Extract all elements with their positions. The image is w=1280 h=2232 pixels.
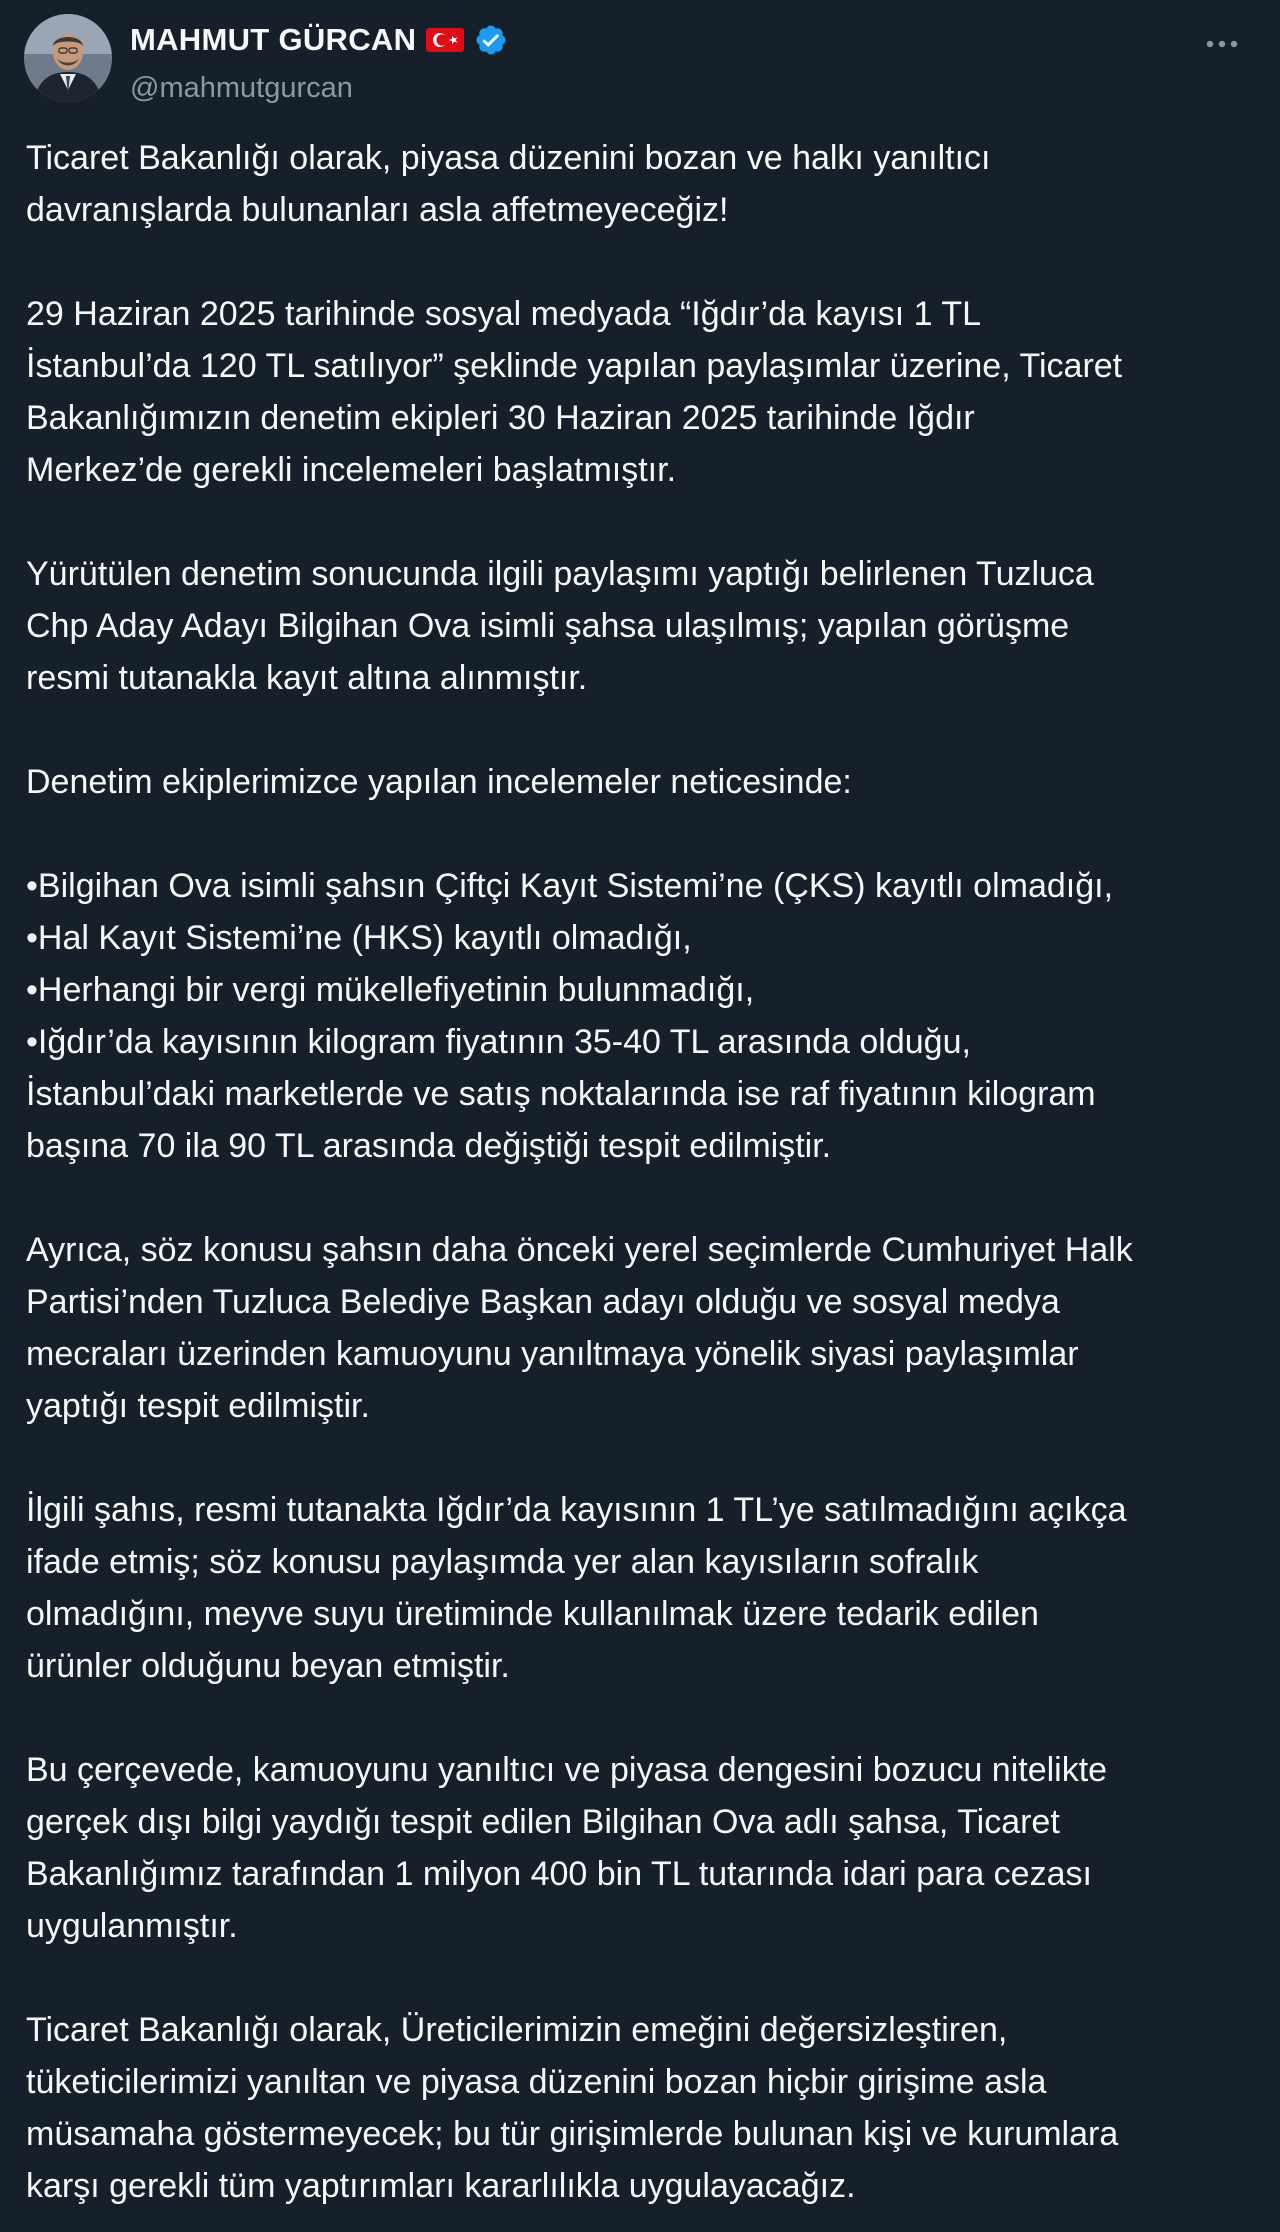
findings-list <box>26 860 1258 1172</box>
tweet-paragraph-intro <box>26 132 1258 236</box>
tweet-header <box>24 14 1256 104</box>
text-line: Bakanlığımız tarafından 1 milyon 400 bin TL tutarında idari para cezası <box>26 1855 1092 1893</box>
author-avatar[interactable] <box>24 14 112 102</box>
tweet-paragraph-statement <box>26 1484 1258 1692</box>
tweet-paragraph-date <box>26 288 1258 496</box>
text-line: ifade etmiş; söz konusu paylaşımda yer alan kayısıların sofralık <box>26 1543 979 1581</box>
text-line: Merkez’de gerekli incelemeleri başlatmıştır. <box>26 451 677 489</box>
text-line: Yürütülen denetim sonucunda ilgili paylaşımı yaptığı belirlenen Tuzluca <box>26 555 1094 593</box>
text-line: müsamaha göstermeyecek; bu tür girişimlerde bulunan kişi ve kurumlara <box>26 2115 1119 2153</box>
avatar-portrait-icon <box>24 14 112 102</box>
text-line: yaptığı tespit edilmiştir. <box>26 1387 370 1425</box>
text-line: tüketicilerimizi yanıltan ve piyasa düzenini bozan hiçbir girişime asla <box>26 2063 1047 2101</box>
author-name-row <box>130 20 508 60</box>
text-line: ürünler olduğunu beyan etmiştir. <box>26 1647 510 1685</box>
text-line: İlgili şahıs, resmi tutanakta Iğdır’da kayısının 1 TL’ye satılmadığını açıkça <box>26 1491 1127 1529</box>
list-item: başına 70 ila 90 TL arasında değiştiği tespit edilmiştir. <box>26 1127 832 1165</box>
text-line: İstanbul’da 120 TL satılıyor” şeklinde yapılan paylaşımlar üzerine, Ticaret <box>26 347 1123 385</box>
text-line: Denetim ekiplerimizce yapılan incelemeler neticesinde: <box>26 763 852 801</box>
text-line: karşı gerekli tüm yaptırımları kararlılıkla uygulayacağız. <box>26 2167 856 2205</box>
tweet-text <box>26 132 1258 2212</box>
text-line: Bu çerçevede, kamuoyunu yanıltıcı ve piyasa dengesini bozucu nitelikte <box>26 1751 1108 1789</box>
text-line: Ayrıca, söz konusu şahsın daha önceki yerel seçimlerde Cumhuriyet Halk <box>26 1231 1133 1269</box>
turkey-flag-icon <box>426 26 464 54</box>
text-line: Ticaret Bakanlığı olarak, piyasa düzenini bozan ve halkı yanıltıcı <box>26 139 991 177</box>
text-line: Bakanlığımızın denetim ekipleri 30 Haziran 2025 tarihinde Iğdır <box>26 399 975 437</box>
text-line: 29 Haziran 2025 tarihinde sosyal medyada “Iğdır’da kayısı 1 TL <box>26 295 982 333</box>
text-line: davranışlarda bulunanları asla affetmeyeceğiz! <box>26 191 729 229</box>
tweet-paragraph-candidate <box>26 1224 1258 1432</box>
tweet-paragraph-findings-intro <box>26 756 1258 808</box>
text-line: mecraları üzerinden kamuoyunu yanıltmaya yönelik siyasi paylaşımlar <box>26 1335 1079 1373</box>
text-line: resmi tutanakla kayıt altına alınmıştır. <box>26 659 588 697</box>
text-line: Ticaret Bakanlığı olarak, Üreticilerimizin emeğini değersizleştiren, <box>26 2011 1008 2049</box>
list-item: İstanbul’daki marketlerde ve satış noktalarında ise raf fiyatının kilogram <box>26 1075 1096 1113</box>
text-line: uygulanmıştır. <box>26 1907 238 1945</box>
text-line: gerçek dışı bilgi yaydığı tespit edilen Bilgihan Ova adlı şahsa, Ticaret <box>26 1803 1060 1841</box>
author-name[interactable]: MAHMUT GÜRCAN <box>130 22 417 57</box>
list-item: •Iğdır’da kayısının kilogram fiyatının 35-40 TL arasında olduğu, <box>26 1023 971 1061</box>
verified-badge-icon <box>474 23 508 57</box>
author-handle[interactable]: @mahmutgurcan <box>130 72 353 104</box>
list-item: •Hal Kayıt Sistemi’ne (HKS) kayıtlı olmadığı, <box>26 919 692 957</box>
text-line: Chp Aday Adayı Bilgihan Ova isimli şahsa ulaşılmış; yapılan görüşme <box>26 607 1070 645</box>
list-item: •Herhangi bir vergi mükellefiyetinin bulunmadığı, <box>26 971 755 1009</box>
text-line: olmadığını, meyve suyu üretiminde kullanılmak üzere tedarik edilen <box>26 1595 1039 1633</box>
tweet-paragraph-closing <box>26 2004 1258 2212</box>
tweet-paragraph-penalty <box>26 1744 1258 1952</box>
tweet-paragraph-inspection <box>26 548 1258 704</box>
text-line: Partisi’nden Tuzluca Belediye Başkan adayı olduğu ve sosyal medya <box>26 1283 1060 1321</box>
more-options-icon[interactable] <box>1198 20 1246 68</box>
list-item: •Bilgihan Ova isimli şahsın Çiftçi Kayıt Sistemi’ne (ÇKS) kayıtlı olmadığı, <box>26 867 1114 905</box>
